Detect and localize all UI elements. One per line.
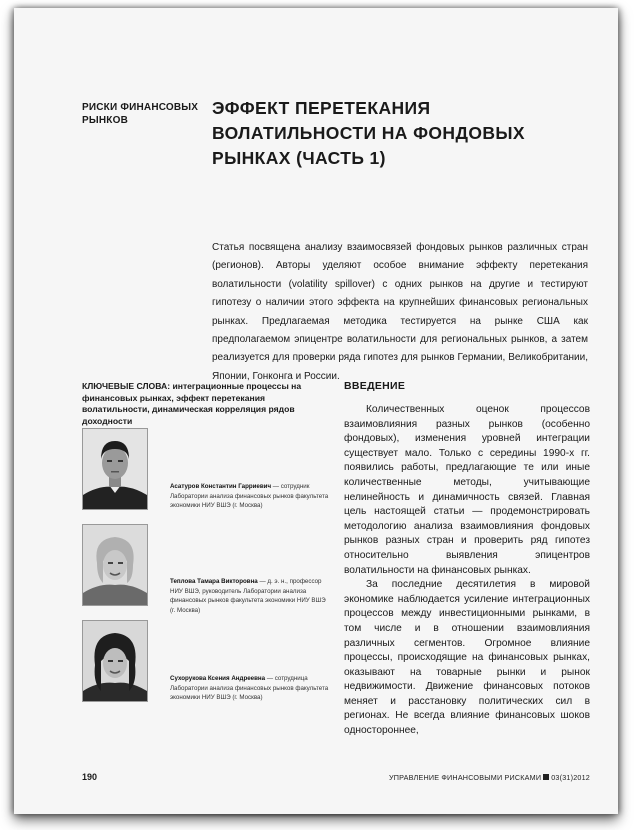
author-3-photo xyxy=(82,620,148,702)
section-label: РИСКИ ФИНАНСОВЫХ РЫНКОВ xyxy=(82,102,199,126)
author-2-name: Теплова Тамара Викторовна xyxy=(170,578,258,585)
author-1-photo xyxy=(82,428,148,510)
author-2-desc: — д. э. н., профессор НИУ ВШЭ, руководитель Лаборатории анализа финансовых рынков факультета экономики НИУ ВШЭ (г. Москва) xyxy=(170,578,326,614)
author-1-name: Асатуров Константин Гарриевич xyxy=(170,483,272,490)
introduction-paragraph: За последние десятилетия в мировой экономике наблюдается усиление интеграционных процессов между инвестиционными рынками, в том числе и в отношении взаимовлияния различных сегментов. Огромное влияние процессы, происходящие на финансовых рынках, оказывают на товарные рынки и рынок недвижимости. Движение финансовых потоков меняет и расстановку политических сил в регионах. Не всегда влияние финансовых шоков одностороннее, xyxy=(344,579,590,737)
keywords: КЛЮЧЕВЫЕ СЛОВА: интеграционные процессы на финансовых рынках, эффект перетекания волатильности, динамическая корреляция рядов доходности xyxy=(82,381,302,426)
author-2-caption xyxy=(170,577,330,615)
abstract: Статья посвящена анализу взаимосвязей фондовых рынков различных стран (регионов). Авторы уделяют особое внимание эффекту перетекания волатильности (volatility spillover) с одних рынков на другие и тестируют гипотезу о наличии этого эффекта на крупнейших финансовых региональных рынках. Предлагаемая методика тестируется на рынке США как предполагаемом эпицентре волатильности для региональных рынков, а затем реализуется для проверки ряда гипотез для рынков Германии, Великобритании, Японии, Гонконга и России. xyxy=(212,242,588,382)
footer-issue: 03(31)2012 xyxy=(551,773,590,782)
author-3-name: Сухорукова Ксения Андреевна xyxy=(170,675,266,682)
footer-journal-name: УПРАВЛЕНИЕ ФИНАНСОВЫМИ РИСКАМИ xyxy=(388,773,542,782)
author-2-photo xyxy=(82,524,148,606)
journal-footer xyxy=(389,773,590,782)
author-3-desc: — сотрудница Лаборатории анализа финансовых рынков факультета экономики НИУ ВШЭ (г. Москва) xyxy=(170,675,329,701)
author-1-desc: — сотрудник Лаборатории анализа финансовых рынков факультета экономики НИУ ВШЭ (г. Москва) xyxy=(170,483,329,509)
introduction-heading: ВВЕДЕНИЕ xyxy=(344,380,406,392)
article-title: ЭФФЕКТ ПЕРЕТЕКАНИЯ ВОЛАТИЛЬНОСТИ НА ФОНДОВЫХ РЫНКАХ (ЧАСТЬ 1) xyxy=(212,98,525,168)
page-number: 190 xyxy=(82,772,98,782)
author-1-caption xyxy=(170,482,330,511)
introduction-paragraph: Количественных оценок процессов взаимовлияния разных рынков (особенно фондовых), изменения уровней интеграции существует мало. Только с середины 1990-х гг. появились работы, предлагающие те или иные количественные методы, учитывающие нелинейность и динамичность связей. Главная цель настоящей статьи — продемонстрировать методологию анализа взаимовлияния фондовых рынков разных стран и проверить ряд гипотез относительно выявления эпицентров волатильности на финансовых рынках. xyxy=(344,404,590,576)
square-icon xyxy=(543,774,549,780)
introduction-body xyxy=(344,403,590,739)
author-3-caption xyxy=(170,674,330,703)
